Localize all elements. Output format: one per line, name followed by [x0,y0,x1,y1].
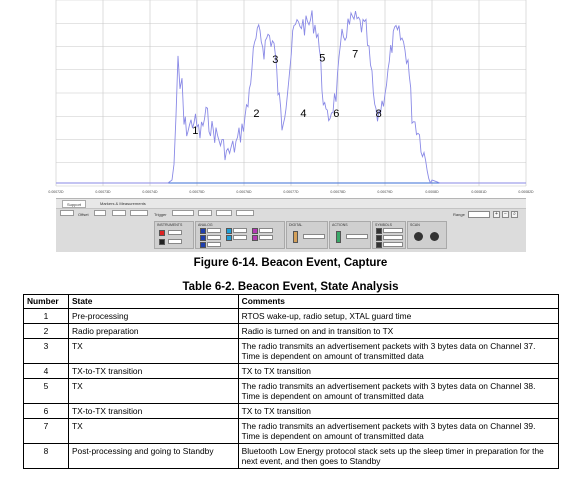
comment-line: The radio transmits an advertisement packets with 3 bytes data on Channel 37. [241,341,536,351]
symbol-a-icon[interactable] [376,228,382,234]
header-state: State [68,295,238,309]
comment-line: Radio is turned on and in transition to TX [241,326,394,336]
symbols-title: SYMBOLS [375,223,392,227]
row-comments [238,379,558,404]
state-marker-8: 8 [375,108,382,121]
waveform-plot [48,0,534,198]
x-tick-label: 0.0008D [425,190,439,194]
state-marker-5: 5 [319,52,326,65]
row-number: 4 [24,364,69,379]
row-state: TX [68,339,238,364]
digital-channel-icon[interactable] [293,231,298,243]
period-field[interactable] [130,210,148,220]
state-marker-2: 2 [253,108,260,121]
symbols-panel [372,221,406,249]
offset-field[interactable] [94,210,106,220]
time-field[interactable] [60,210,74,220]
trigger-select[interactable] [172,210,194,220]
row-number: 8 [24,444,69,469]
channel-c-icon[interactable] [200,242,206,248]
actions-panel [329,221,371,249]
row-comments [238,339,558,364]
offset-label: Offset [78,212,89,217]
x-tick-label: 0.00077D [283,190,299,194]
symbol-b-field[interactable] [383,235,403,240]
channel-b-field[interactable] [207,235,221,240]
connect-icon[interactable] [159,230,165,236]
stride-field[interactable] [112,210,126,220]
action-icon[interactable] [336,231,341,243]
row-comments [238,419,558,444]
symbol-c-icon[interactable] [376,242,382,248]
row-state: Pre-processing [68,309,238,324]
row-comments [238,404,558,419]
comment-line: Time is dependent on amount of transmitted data [241,391,424,402]
x-tick-label: 0.00076D [236,190,252,194]
comment-line: Time is dependent on amount of transmitted data [241,431,424,442]
header-comments: Comments [238,295,558,309]
channel-f-field[interactable] [259,228,273,233]
comment-line: The radio transmits an advertisement packets with 3 bytes data on Channel 39. [241,421,536,431]
channel-g-icon[interactable] [252,235,258,241]
scan-title: SCAN [410,223,420,227]
x-tick-label: 0.00074D [142,190,158,194]
x-tick-label: 0.00082D [518,190,534,194]
channel-b-icon[interactable] [200,235,206,241]
tab-support[interactable]: Support [62,200,86,208]
tab-markers[interactable]: Markers & Measurements [100,201,146,206]
x-tick-label: 0.00075D [189,190,205,194]
channel-e-icon[interactable] [226,235,232,241]
table-row [24,444,559,469]
state-marker-4: 4 [300,108,307,121]
row-state: Post-processing and going to Standby [68,444,238,469]
table-header-row [24,295,559,309]
state-marker-3: 3 [272,54,279,67]
row-state: TX [68,379,238,404]
comment-line: Bluetooth Low Energy protocol stack sets up the sleep timer in preparation for the [241,446,544,456]
toolbar-settings [56,210,526,220]
row-number: 5 [24,379,69,404]
table-row [24,339,559,364]
comment-line: TX to TX transition [241,366,311,376]
comment-line: Time is dependent on amount of transmitted data [241,351,424,362]
x-tick-label: 0.00078D [330,190,346,194]
table-row [24,324,559,339]
row-state: TX-to-TX transition [68,364,238,379]
actions-title: ACTIONS [332,223,348,227]
zoom-out-icon[interactable]: − [502,211,509,218]
comment-line: The radio transmits an advertisement packets with 3 bytes data on Channel 38. [241,381,536,391]
row-state: Radio preparation [68,324,238,339]
range-select[interactable] [468,211,490,218]
instruments-panel [154,221,194,249]
capture-icon[interactable] [159,239,165,245]
comment-line: RTOS wake-up, radio setup, XTAL guard time [241,311,412,321]
symbol-a-field[interactable] [383,228,403,233]
figure-caption: Figure 6-14. Beacon Event, Capture [193,257,388,269]
row-number: 3 [24,339,69,364]
row-number: 2 [24,324,69,339]
channel-d-icon[interactable] [226,228,232,234]
table-row [24,379,559,404]
analog-panel [195,221,285,249]
scope-toolbar [56,198,526,252]
capture-button[interactable] [168,239,182,244]
symbol-b-icon[interactable] [376,235,382,241]
zoom-in-icon[interactable]: + [493,211,500,218]
scope-capture [48,0,534,252]
digital-title: DIGITAL [289,223,303,227]
scan-panel [407,221,447,249]
row-number: 7 [24,419,69,444]
state-marker-1: 1 [192,124,199,137]
channel-a-field[interactable] [207,228,221,233]
comment-line: next event, and then goes to Standby [241,456,381,467]
header-number: Number [24,295,69,309]
mode-select[interactable] [216,210,232,220]
state-analysis-table [23,294,559,469]
symbol-c-field[interactable] [383,242,403,247]
range-label: Range [453,212,465,217]
table-row [24,419,559,444]
connect-button[interactable] [168,230,182,235]
row-state: TX [68,419,238,444]
row-comments [238,364,558,379]
no-module-field[interactable] [303,234,325,239]
table-row [24,364,559,379]
channel-c-field[interactable] [207,242,221,247]
analog-title: ANALOG [198,223,213,227]
zoom-fit-icon[interactable]: ⌕ [511,211,518,218]
action-field[interactable] [346,234,368,239]
single-scan-icon[interactable] [414,232,423,241]
slope-select[interactable] [198,210,212,220]
toolbar-tabs [56,199,526,209]
row-comments [238,324,558,339]
state-marker-6: 6 [333,108,340,121]
trigger-label: Trigger [154,212,167,217]
x-tick-label: 0.00081D [471,190,487,194]
channel-e-field[interactable] [233,235,247,240]
channel-f-icon[interactable] [252,228,258,234]
x-tick-label: 0.00073D [95,190,111,194]
x-tick-label: 0.00079D [377,190,393,194]
row-comments [238,309,558,324]
instruments-title: INSTRUMENTS [157,223,183,227]
state-marker-7: 7 [352,48,359,61]
channel-g-field[interactable] [259,235,273,240]
level-field[interactable] [236,210,254,220]
row-comments [238,444,558,469]
channel-a-icon[interactable] [200,228,206,234]
row-number: 6 [24,404,69,419]
channel-d-field[interactable] [233,228,247,233]
run-scan-icon[interactable] [430,232,439,241]
table-row [24,309,559,324]
x-tick-label: 0.00072D [48,190,64,194]
row-number: 1 [24,309,69,324]
comment-line: TX to TX transition [241,406,311,416]
table-caption: Table 6-2. Beacon Event, State Analysis [182,281,399,293]
row-state: TX-to-TX transition [68,404,238,419]
digital-panel [286,221,328,249]
table-row [24,404,559,419]
